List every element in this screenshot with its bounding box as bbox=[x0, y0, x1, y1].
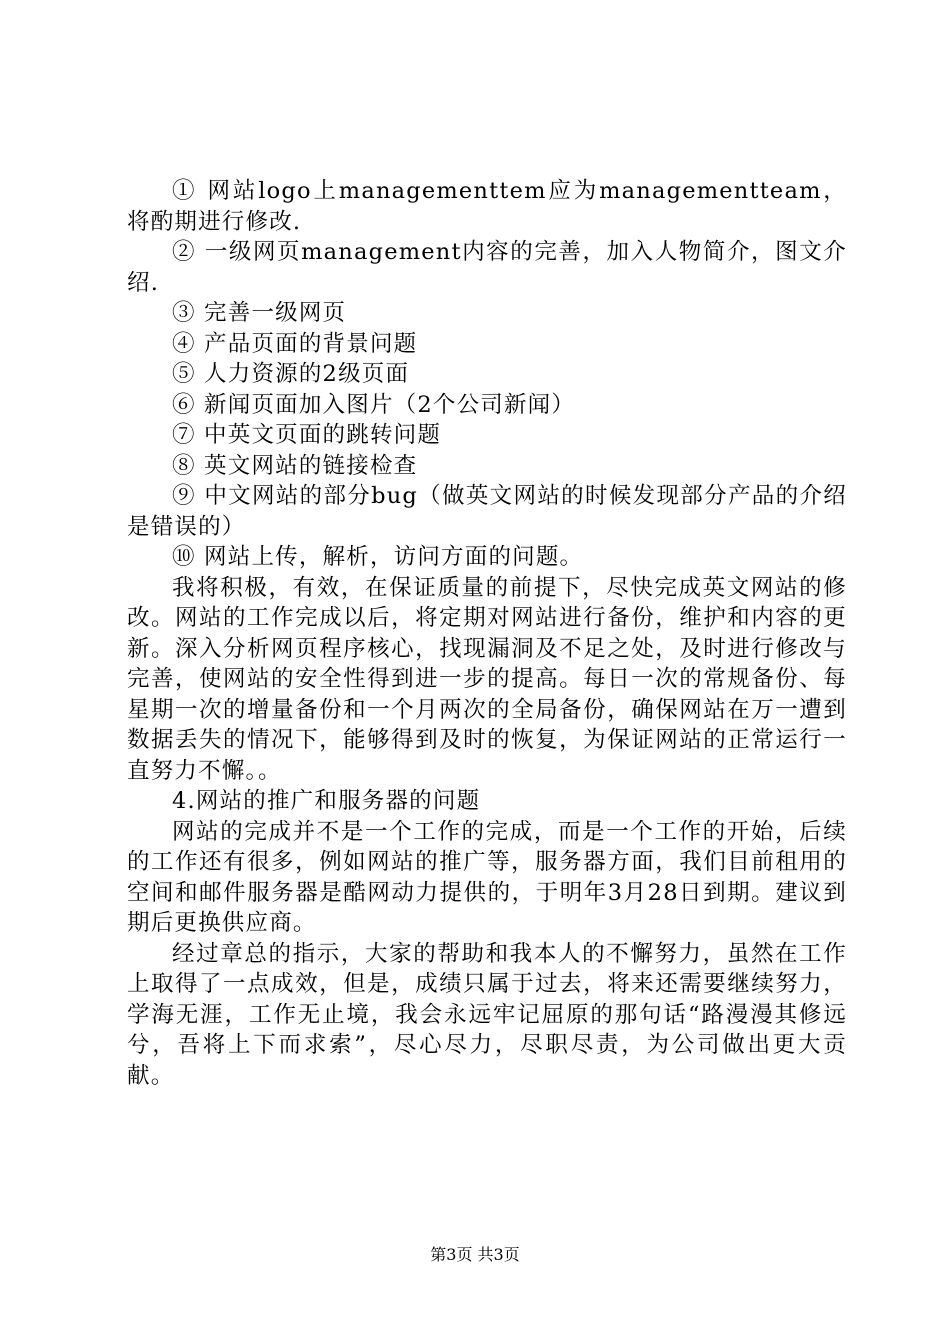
list-item-4: ④ 产品页面的背景问题 bbox=[172, 330, 418, 357]
list-item-10: ⑩ 网站上传，解析，访问方面的问题。 bbox=[172, 544, 584, 570]
body-paragraph-maintenance: 我将积极，有效，在保证质量的前提下，尽快完成英文网站的修改。网站的工作完成以后，将定期对网站进行备份，维护和内容的更新。深入分析网页程序核心，找现漏洞及不足之处，及时进行修改与完善，使网站的安全性得到进一步的提高。每日一次的常规备份、每星期一次的增量备份和一个月两次的全局备份，确保网站在万一遭到数据丢失的情况下，能够得到及时的恢复，为保证网站的正常运行一直努力不懈。。 bbox=[127, 574, 847, 784]
body-paragraph-server: 网站的完成并不是一个工作的完成，而是一个工作的开始，后续的工作还有很多，例如网站的推广等，服务器方面，我们目前租用的空间和邮件服务器是酷网动力提供的，于明年3月28日到期。建议到期后更换供应商。 bbox=[127, 818, 847, 936]
list-item-2: ② 一级网页management内容的完善，加入人物简介，图文介绍. bbox=[127, 239, 847, 296]
list-item-5: ⑤ 人力资源的2级页面 bbox=[172, 361, 410, 387]
list-item-3: ③ 完善一级网页 bbox=[172, 300, 347, 326]
document-body bbox=[127, 176, 847, 1091]
list-item-1: ① 网站logo上managementtem应为managementteam，将酌期进行修改. bbox=[127, 178, 847, 235]
page-number-footer: 第3页 共3页 bbox=[430, 1245, 520, 1264]
list-item-9: ⑨ 中文网站的部分bug（做英文网站的时候发现部分产品的介绍是错误的） bbox=[127, 483, 847, 540]
list-item-7: ⑦ 中英文页面的跳转问题 bbox=[172, 422, 442, 448]
list-item-8: ⑧ 英文网站的链接检查 bbox=[172, 452, 418, 479]
body-paragraph-conclusion: 经过章总的指示，大家的帮助和我本人的不懈努力，虽然在工作上取得了一点成效，但是，成绩只属于过去，将来还需要继续努力，学海无涯，工作无止境，我会永远牢记屈原的那句话“路漫漫其修远兮，吾将上下而求索”，尽心尽力，尽职尽责，为公司做出更大贡献。 bbox=[127, 940, 847, 1089]
section-heading-promotion: 4.网站的推广和服务器的问题 bbox=[172, 788, 481, 814]
list-item-6: ⑥ 新闻页面加入图片（2个公司新闻） bbox=[172, 391, 576, 418]
